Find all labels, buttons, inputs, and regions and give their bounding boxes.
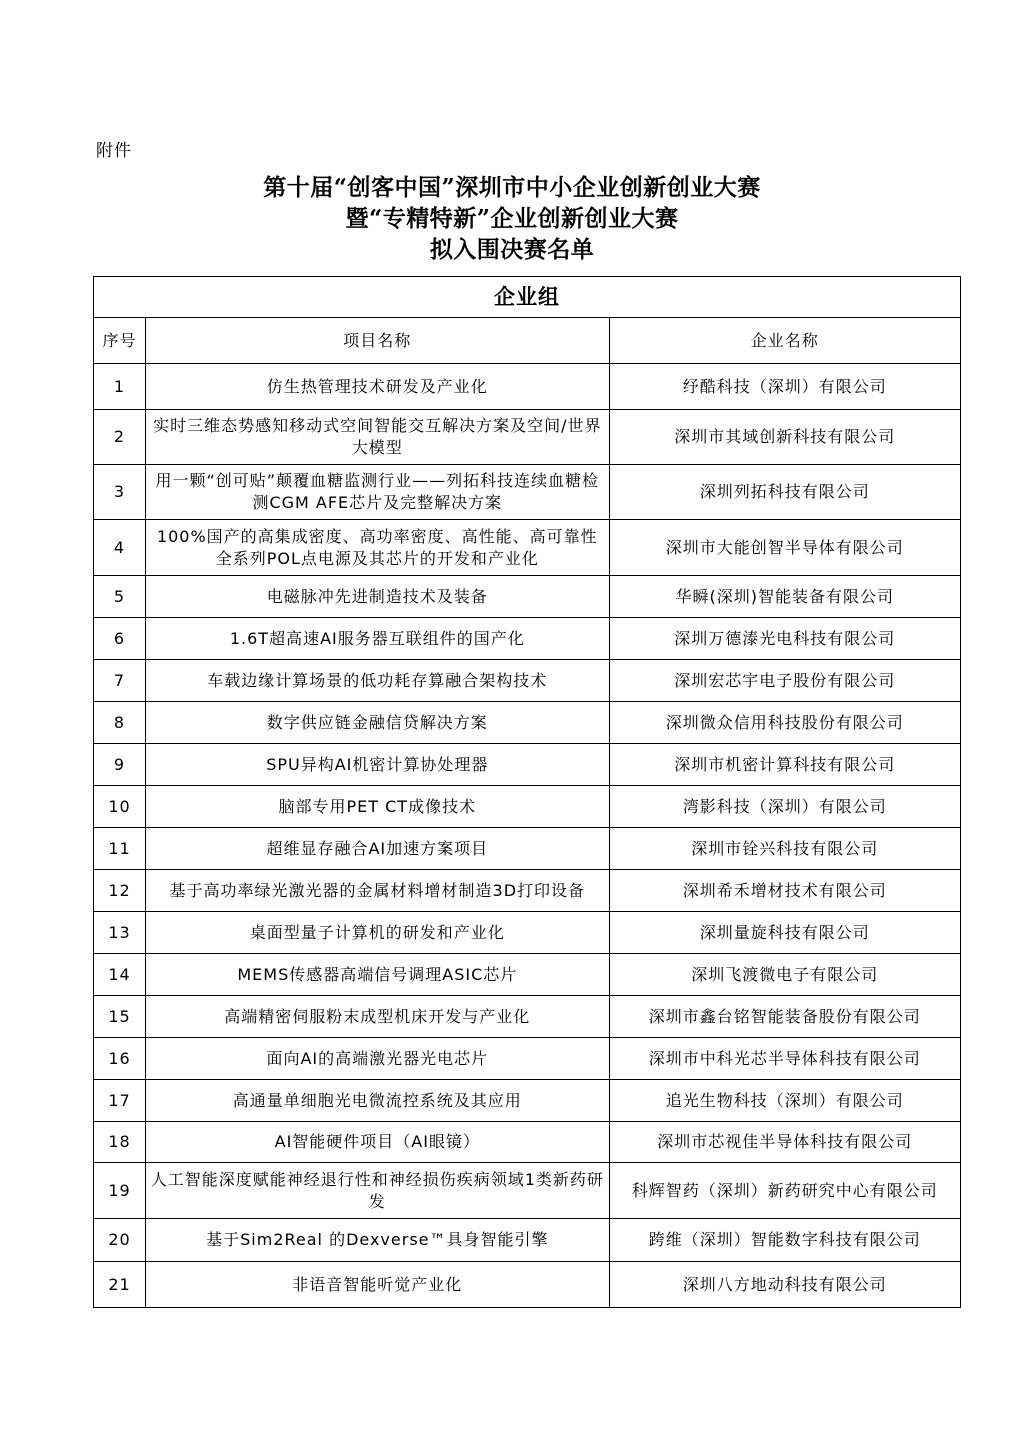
table-row <box>94 996 961 1038</box>
cell-project: 桌面型量子计算机的研发和产业化 <box>146 912 610 954</box>
cell-no: 13 <box>94 912 146 954</box>
header-company: 企业名称 <box>609 318 960 364</box>
table-row <box>94 1038 961 1080</box>
group-header-row <box>94 277 961 318</box>
cell-project: 人工智能深度赋能神经退行性和神经损伤疾病领域1类新药研发 <box>146 1163 610 1219</box>
table-row <box>94 1080 961 1122</box>
cell-no: 7 <box>94 660 146 702</box>
header-project: 项目名称 <box>146 318 610 364</box>
table-row <box>94 465 961 520</box>
cell-company: 科辉智药（深圳）新药研究中心有限公司 <box>609 1163 960 1219</box>
cell-project: 超维显存融合AI加速方案项目 <box>146 828 610 870</box>
cell-company: 深圳市芯视佳半导体科技有限公司 <box>609 1122 960 1163</box>
cell-company: 深圳八方地动科技有限公司 <box>609 1262 960 1308</box>
cell-no: 17 <box>94 1080 146 1122</box>
cell-company: 深圳市铨兴科技有限公司 <box>609 828 960 870</box>
table-row <box>94 520 961 576</box>
table-row <box>94 410 961 465</box>
title-line-2: 暨“专精特新”企业创新创业大赛 <box>345 205 679 232</box>
cell-company: 湾影科技（深圳）有限公司 <box>609 786 960 828</box>
finalist-table <box>93 276 961 1308</box>
cell-project: 高通量单细胞光电微流控系统及其应用 <box>146 1080 610 1122</box>
table-row <box>94 786 961 828</box>
table-row <box>94 912 961 954</box>
cell-project: 基于高功率绿光激光器的金属材料增材制造3D打印设备 <box>146 870 610 912</box>
cell-no: 3 <box>94 465 146 520</box>
table-row <box>94 618 961 660</box>
cell-company: 深圳列拓科技有限公司 <box>609 465 960 520</box>
cell-project: SPU异构AI机密计算协处理器 <box>146 744 610 786</box>
cell-project: 100%国产的高集成密度、高功率密度、高性能、高可靠性全系列POL点电源及其芯片的开发和产业化 <box>146 520 610 576</box>
title-line-3: 拟入围决赛名单 <box>429 236 595 263</box>
cell-company: 深圳微众信用科技股份有限公司 <box>609 702 960 744</box>
table-row <box>94 364 961 410</box>
cell-project: 用一颗“创可贴”颠覆血糖监测行业——列拓科技连续血糖检测CGM AFE芯片及完整解决方案 <box>146 465 610 520</box>
cell-company: 深圳飞渡微电子有限公司 <box>609 954 960 996</box>
column-header-row <box>94 318 961 364</box>
cell-company: 深圳市鑫台铭智能装备股份有限公司 <box>609 996 960 1038</box>
cell-project: 电磁脉冲先进制造技术及装备 <box>146 576 610 618</box>
cell-no: 10 <box>94 786 146 828</box>
cell-no: 16 <box>94 1038 146 1080</box>
cell-company: 深圳市中科光芯半导体科技有限公司 <box>609 1038 960 1080</box>
cell-company: 深圳市大能创智半导体有限公司 <box>609 520 960 576</box>
cell-company: 深圳希禾增材技术有限公司 <box>609 870 960 912</box>
table-row <box>94 828 961 870</box>
cell-no: 5 <box>94 576 146 618</box>
cell-no: 12 <box>94 870 146 912</box>
cell-no: 14 <box>94 954 146 996</box>
header-no: 序号 <box>94 318 146 364</box>
title-line-1: 第十届“创客中国”深圳市中小企业创新创业大赛 <box>263 174 761 201</box>
cell-project: 数字供应链金融信贷解决方案 <box>146 702 610 744</box>
cell-no: 1 <box>94 364 146 410</box>
table-row <box>94 1122 961 1163</box>
cell-company: 深圳市机密计算科技有限公司 <box>609 744 960 786</box>
cell-project: 非语音智能听觉产业化 <box>146 1262 610 1308</box>
attachment-label: 附件 <box>96 141 132 161</box>
cell-project: 车载边缘计算场景的低功耗存算融合架构技术 <box>146 660 610 702</box>
cell-project: 脑部专用PET CT成像技术 <box>146 786 610 828</box>
cell-no: 19 <box>94 1163 146 1219</box>
cell-no: 2 <box>94 410 146 465</box>
cell-company: 跨维（深圳）智能数字科技有限公司 <box>609 1219 960 1262</box>
cell-company: 华瞬(深圳)智能装备有限公司 <box>609 576 960 618</box>
cell-company: 深圳万德溙光电科技有限公司 <box>609 618 960 660</box>
table-row <box>94 744 961 786</box>
table-row <box>94 954 961 996</box>
cell-project: 仿生热管理技术研发及产业化 <box>146 364 610 410</box>
group-label: 企业组 <box>94 277 961 318</box>
cell-no: 9 <box>94 744 146 786</box>
table-row <box>94 870 961 912</box>
cell-project: AI智能硬件项目（AI眼镜） <box>146 1122 610 1163</box>
table-row <box>94 1262 961 1308</box>
cell-company: 深圳量旋科技有限公司 <box>609 912 960 954</box>
cell-company: 纾酷科技（深圳）有限公司 <box>609 364 960 410</box>
cell-project: 1.6T超高速AI服务器互联组件的国产化 <box>146 618 610 660</box>
cell-project: 面向AI的高端激光器光电芯片 <box>146 1038 610 1080</box>
cell-no: 21 <box>94 1262 146 1308</box>
table-row <box>94 660 961 702</box>
document-title <box>0 172 1024 265</box>
cell-project: 实时三维态势感知移动式空间智能交互解决方案及空间/世界大模型 <box>146 410 610 465</box>
cell-no: 4 <box>94 520 146 576</box>
cell-company: 追光生物科技（深圳）有限公司 <box>609 1080 960 1122</box>
cell-no: 6 <box>94 618 146 660</box>
cell-project: 高端精密伺服粉末成型机床开发与产业化 <box>146 996 610 1038</box>
cell-no: 8 <box>94 702 146 744</box>
table-row <box>94 1219 961 1262</box>
cell-company: 深圳宏芯宇电子股份有限公司 <box>609 660 960 702</box>
cell-no: 18 <box>94 1122 146 1163</box>
table-row <box>94 702 961 744</box>
table-body <box>94 364 961 1308</box>
cell-no: 15 <box>94 996 146 1038</box>
cell-project: MEMS传感器高端信号调理ASIC芯片 <box>146 954 610 996</box>
table-row <box>94 576 961 618</box>
cell-company: 深圳市其域创新科技有限公司 <box>609 410 960 465</box>
cell-project: 基于Sim2Real 的Dexverse™具身智能引擎 <box>146 1219 610 1262</box>
cell-no: 11 <box>94 828 146 870</box>
table-row <box>94 1163 961 1219</box>
cell-no: 20 <box>94 1219 146 1262</box>
